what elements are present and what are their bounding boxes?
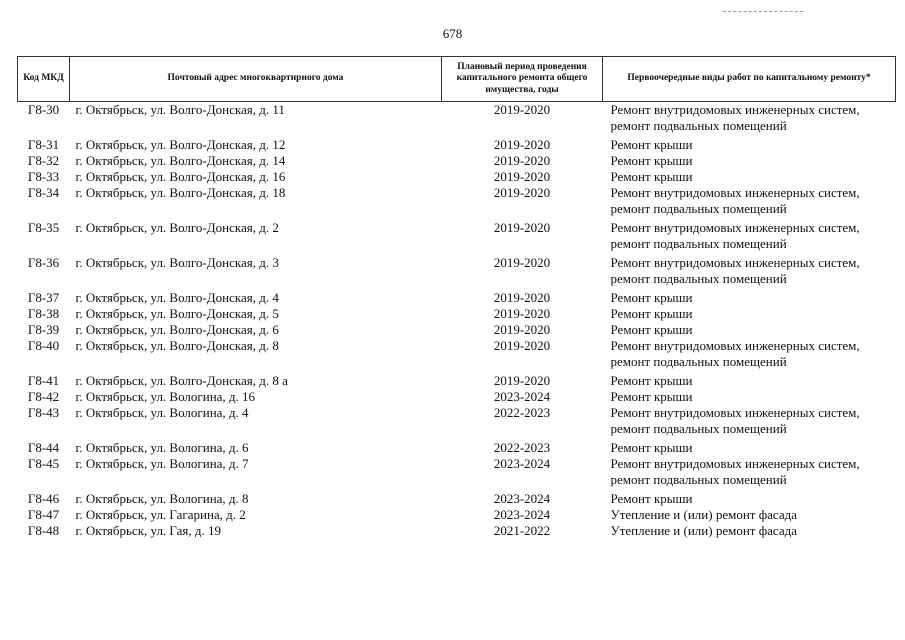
cell-code: Г8-36: [27, 255, 60, 270]
cell-address: г. Октябрьск, ул. Гая, д. 19: [75, 523, 221, 538]
cell-period: 2019-2020: [493, 137, 551, 152]
cell-code: Г8-31: [27, 137, 60, 152]
cell-address: г. Октябрьск, ул. Волго-Донская, д. 16: [75, 169, 286, 184]
cell-code: Г8-30: [27, 102, 60, 117]
cell-works: Ремонт внутридомовых инженерных систем, ремонт подвальных помещений: [610, 220, 860, 251]
cell-period: 2023-2024: [493, 491, 551, 506]
cell-works: Ремонт крыши: [610, 153, 693, 168]
table-row: [18, 456, 896, 491]
cell-period: 2019-2020: [493, 153, 551, 168]
cell-period: 2019-2020: [493, 373, 551, 388]
header-works: Первоочередные виды работ по капитальному ремонту*: [603, 57, 896, 102]
cell-code: Г8-46: [27, 491, 60, 506]
cell-address: г. Октябрьск, ул. Вологина, д. 6: [75, 440, 249, 455]
table-row: [18, 185, 896, 220]
cell-period: 2019-2020: [493, 220, 551, 235]
cell-period: 2019-2020: [493, 338, 551, 353]
table-row: [18, 440, 896, 456]
cell-period: 2022-2023: [493, 405, 551, 420]
cell-address: г. Октябрьск, ул. Вологина, д. 16: [75, 389, 256, 404]
cell-works: Ремонт крыши: [610, 389, 693, 404]
cell-works: Утепление и (или) ремонт фасада: [610, 507, 797, 522]
cell-code: Г8-34: [27, 185, 60, 200]
cell-code: Г8-37: [27, 290, 60, 305]
cell-works: Ремонт внутридомовых инженерных систем, ремонт подвальных помещений: [610, 185, 860, 216]
table-row: [18, 523, 896, 539]
cell-works: Утепление и (или) ремонт фасада: [610, 523, 797, 538]
table-row: [18, 405, 896, 440]
cell-code: Г8-42: [27, 389, 60, 404]
cell-address: г. Октябрьск, ул. Волго-Донская, д. 18: [75, 185, 286, 200]
cell-period: 2023-2024: [493, 456, 551, 471]
cell-period: 2019-2020: [493, 169, 551, 184]
cell-works: Ремонт внутридомовых инженерных систем, ремонт подвальных помещений: [610, 338, 860, 369]
cell-period: 2019-2020: [493, 102, 551, 117]
cell-code: Г8-44: [27, 440, 60, 455]
cell-code: Г8-47: [27, 507, 60, 522]
table-header-row: [18, 57, 896, 102]
cell-address: г. Октябрьск, ул. Волго-Донская, д. 5: [75, 306, 279, 321]
cell-address: г. Октябрьск, ул. Волго-Донская, д. 6: [75, 322, 279, 337]
cell-works: Ремонт крыши: [610, 373, 693, 388]
top-rule: [723, 11, 803, 12]
table-row: [18, 153, 896, 169]
table-row: [18, 338, 896, 373]
table-row: [18, 169, 896, 185]
header-code: Код МКД: [18, 57, 70, 102]
cell-code: Г8-40: [27, 338, 60, 353]
cell-address: г. Октябрьск, ул. Вологина, д. 8: [75, 491, 249, 506]
cell-code: Г8-39: [27, 322, 60, 337]
page-number: 678: [442, 26, 463, 41]
table-row: [18, 137, 896, 153]
cell-code: Г8-35: [27, 220, 60, 235]
cell-works: Ремонт крыши: [610, 306, 693, 321]
cell-period: 2019-2020: [493, 255, 551, 270]
cell-address: г. Октябрьск, ул. Волго-Донская, д. 11: [75, 102, 285, 117]
cell-address: г. Октябрьск, ул. Волго-Донская, д. 12: [75, 137, 286, 152]
cell-address: г. Октябрьск, ул. Волго-Донская, д. 8: [75, 338, 279, 353]
cell-address: г. Октябрьск, ул. Гагарина, д. 2: [75, 507, 246, 522]
cell-code: Г8-48: [27, 523, 60, 538]
table-row: [18, 220, 896, 255]
cell-period: 2019-2020: [493, 306, 551, 321]
cell-address: г. Октябрьск, ул. Волго-Донская, д. 4: [75, 290, 279, 305]
cell-code: Г8-43: [27, 405, 60, 420]
table-row: [18, 306, 896, 322]
cell-works: Ремонт крыши: [610, 290, 693, 305]
cell-address: г. Октябрьск, ул. Вологина, д. 7: [75, 456, 249, 471]
cell-period: 2019-2020: [493, 290, 551, 305]
cell-works: Ремонт внутридомовых инженерных систем, ремонт подвальных помещений: [610, 405, 860, 436]
cell-code: Г8-38: [27, 306, 60, 321]
cell-address: г. Октябрьск, ул. Волго-Донская, д. 2: [75, 220, 279, 235]
table-body: [18, 102, 896, 540]
table-row: [18, 290, 896, 306]
cell-period: 2021-2022: [493, 523, 551, 538]
header-address: Почтовый адрес многоквартирного дома: [70, 57, 442, 102]
cell-address: г. Октябрьск, ул. Волго-Донская, д. 14: [75, 153, 286, 168]
table-row: [18, 373, 896, 389]
cell-period: 2023-2024: [493, 507, 551, 522]
cell-period: 2022-2023: [493, 440, 551, 455]
cell-address: г. Октябрьск, ул. Вологина, д. 4: [75, 405, 249, 420]
cell-code: Г8-41: [27, 373, 60, 388]
cell-works: Ремонт внутридомовых инженерных систем, ремонт подвальных помещений: [610, 102, 860, 133]
cell-works: Ремонт крыши: [610, 137, 693, 152]
cell-code: Г8-33: [27, 169, 60, 184]
table-row: [18, 491, 896, 507]
table-row: [18, 389, 896, 405]
header-period: Плановый период проведения капитального ремонта общего имущества, годы: [442, 57, 603, 102]
cell-works: Ремонт крыши: [610, 491, 693, 506]
cell-period: 2019-2020: [493, 185, 551, 200]
cell-works: Ремонт внутридомовых инженерных систем, ремонт подвальных помещений: [610, 456, 860, 487]
cell-period: 2019-2020: [493, 322, 551, 337]
cell-code: Г8-32: [27, 153, 60, 168]
table-row: [18, 102, 896, 138]
cell-period: 2023-2024: [493, 389, 551, 404]
cell-address: г. Октябрьск, ул. Волго-Донская, д. 3: [75, 255, 279, 270]
cell-works: Ремонт крыши: [610, 440, 693, 455]
cell-works: Ремонт крыши: [610, 169, 693, 184]
cell-works: Ремонт внутридомовых инженерных систем, ремонт подвальных помещений: [610, 255, 860, 286]
repair-table: [17, 56, 896, 539]
table-row: [18, 507, 896, 523]
table-row: [18, 255, 896, 290]
cell-address: г. Октябрьск, ул. Волго-Донская, д. 8 а: [75, 373, 288, 388]
cell-works: Ремонт крыши: [610, 322, 693, 337]
cell-code: Г8-45: [27, 456, 60, 471]
table-row: [18, 322, 896, 338]
